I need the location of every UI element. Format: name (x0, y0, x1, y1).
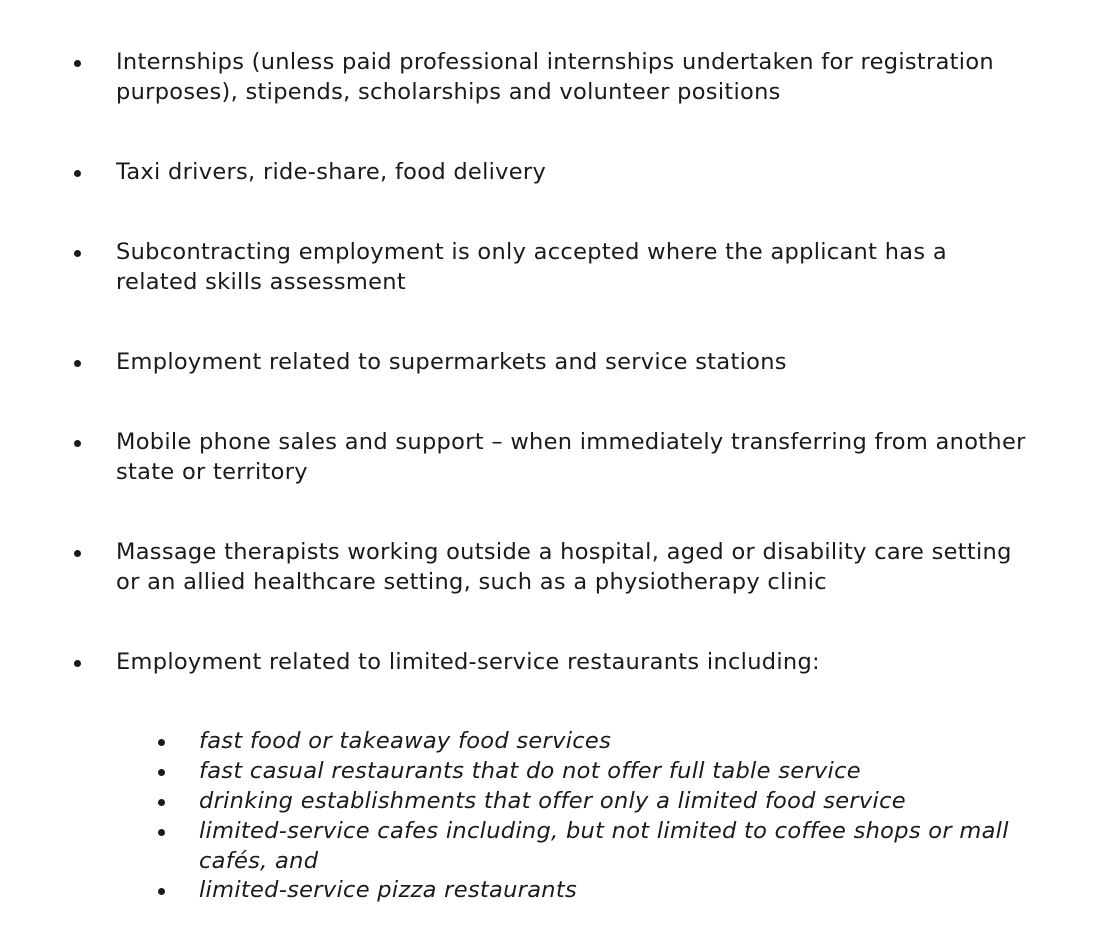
bullet-icon (158, 739, 165, 746)
bullet-icon (158, 829, 165, 836)
bullet-icon (74, 440, 81, 447)
list-item-text: Mobile phone sales and support – when immediately transferring from another state or territory (116, 429, 1026, 485)
sub-list-item (0, 787, 1110, 817)
sub-list-item-text: fast casual restaurants that do not offer full table service (199, 758, 861, 784)
bullet-icon (74, 550, 81, 557)
bullet-icon (74, 250, 81, 257)
sub-list-item (0, 876, 1110, 906)
list-item-text: Taxi drivers, ride-share, food delivery (116, 159, 547, 185)
bullet-icon (74, 170, 81, 177)
list-item-text: Employment related to limited-service restaurants including: (116, 649, 820, 675)
bullet-icon (158, 799, 165, 806)
bullet-icon (158, 769, 165, 776)
bullet-icon (158, 888, 165, 895)
bullet-icon (74, 660, 81, 667)
list-item-text: Massage therapists working outside a hospital, aged or disability care setting or an allied healthcare setting, such as a physiotherapy clinic (116, 539, 1012, 595)
list-item-text: Internships (unless paid professional internships undertaken for registration purposes), stipends, scholarships and volunteer positions (116, 49, 994, 105)
sub-list (0, 727, 1110, 906)
bullet-icon (74, 60, 81, 67)
sub-list-item-text: limited-service cafes including, but not limited to coffee shops or mall cafés, and (199, 818, 1009, 874)
bullet-icon (74, 360, 81, 367)
sub-list-item (0, 817, 1110, 876)
sub-list-item-text: drinking establishments that offer only a limited food service (199, 788, 906, 814)
sub-list-item-text: fast food or takeaway food services (199, 728, 612, 754)
sub-list-item (0, 757, 1110, 787)
list-item-text: Employment related to supermarkets and service stations (116, 349, 787, 375)
sub-list-item-text: limited-service pizza restaurants (199, 877, 578, 903)
sub-list-item (0, 727, 1110, 757)
list-item-text: Subcontracting employment is only accepted where the applicant has a related skills assessment (116, 239, 947, 295)
